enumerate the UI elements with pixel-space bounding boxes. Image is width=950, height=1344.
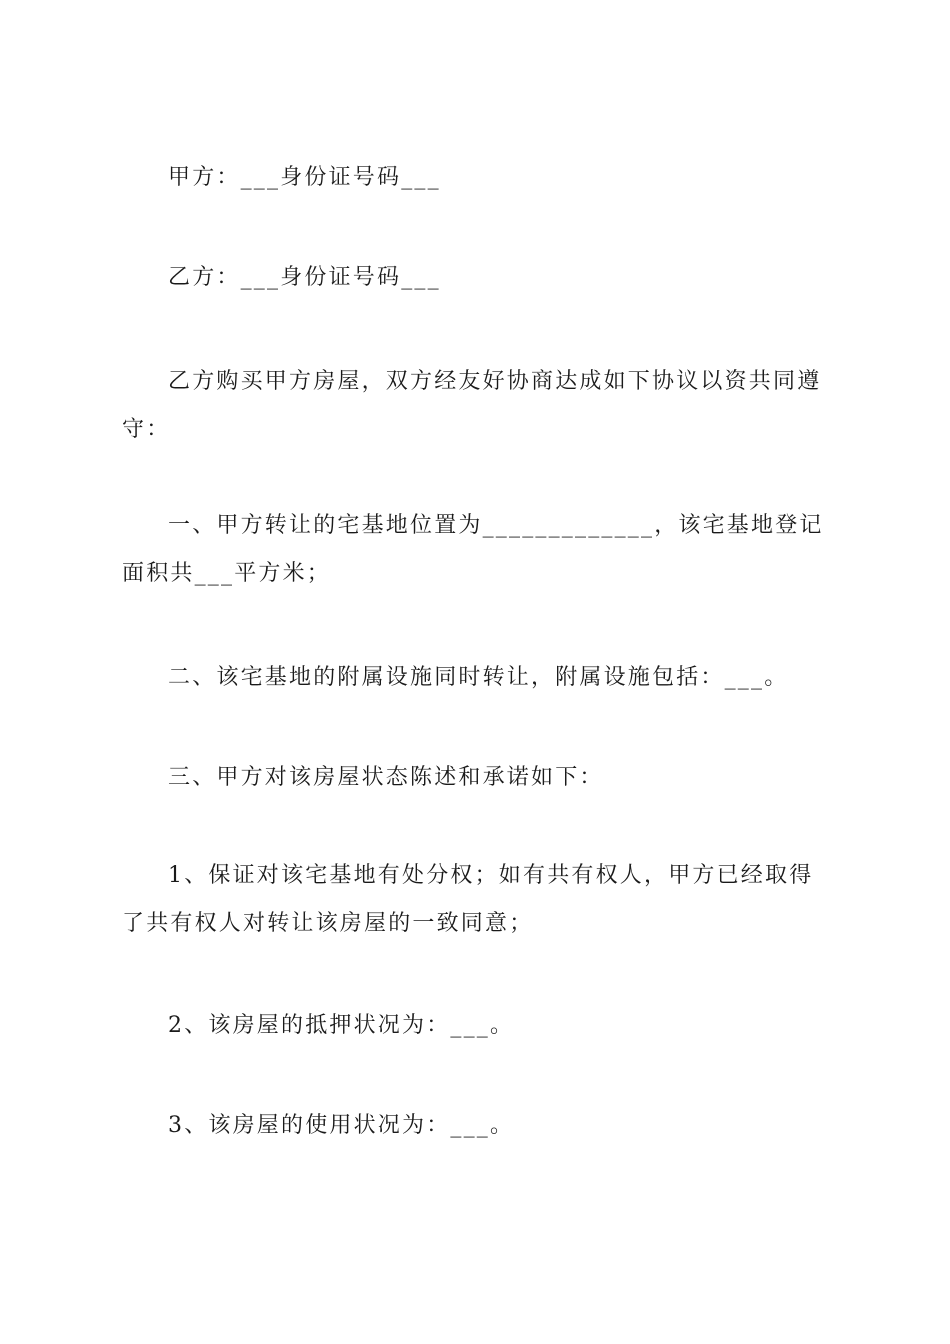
agreement-intro: 乙方购买甲方房屋，双方经友好协商达成如下协议以资共同遵守： [122, 369, 822, 442]
item-3-usage-status: 3、该房屋的使用状况为：___。 [168, 1113, 515, 1138]
item-1-disposal-right: 1、保证对该宅基地有处分权；如有共有权人，甲方已经取得了共有权人对转让该房屋的一致同意； [122, 863, 814, 936]
clause-3-statement: 三、甲方对该房屋状态陈述和承诺如下： [168, 765, 604, 790]
party-a-line: 甲方：___身份证号码___ [168, 165, 441, 190]
item-2-mortgage-status: 2、该房屋的抵押状况为：___。 [168, 1013, 515, 1038]
clause-2-facilities: 二、该宅基地的附属设施同时转让，附属设施包括：___。 [168, 665, 789, 690]
clause-1-location: 一、甲方转让的宅基地位置为_____________，该宅基地登记面积共___平方米； [122, 513, 824, 586]
party-b-line: 乙方：___身份证号码___ [168, 265, 441, 290]
